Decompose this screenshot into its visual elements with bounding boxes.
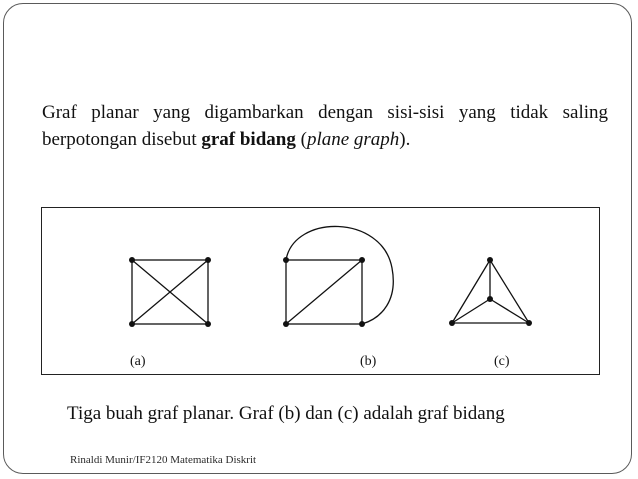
graph-b-vertex bbox=[283, 321, 289, 327]
graph-c-vertex bbox=[526, 320, 532, 326]
graph-b-vertex bbox=[283, 257, 289, 263]
figure-label-c: (c) bbox=[494, 354, 510, 369]
graph-figure-svg bbox=[42, 208, 599, 374]
figure-label-a: (a) bbox=[130, 354, 146, 369]
graph-c-center-edge-left bbox=[452, 299, 490, 323]
graph-a-vertex bbox=[205, 257, 211, 263]
graph-b-vertex bbox=[359, 257, 365, 263]
graph-b-diagonal bbox=[286, 260, 362, 324]
graph-c-vertex bbox=[487, 296, 493, 302]
italic-term-plane-graph: plane graph bbox=[306, 129, 400, 150]
bold-term-graf-bidang: graf bidang bbox=[201, 129, 296, 150]
graph-c-vertex bbox=[487, 257, 493, 263]
graph-c bbox=[452, 260, 529, 323]
slide bbox=[3, 3, 632, 474]
graph-a-vertex bbox=[129, 257, 135, 263]
graph-b-vertex bbox=[359, 321, 365, 327]
footer-author-course: Rinaldi Munir/IF2120 Matematika Diskrit bbox=[70, 454, 257, 466]
paragraph-text-middle: ( bbox=[295, 129, 307, 150]
graph-c-vertex bbox=[449, 320, 455, 326]
paragraph-text-after: ). bbox=[399, 129, 411, 150]
graph-b bbox=[286, 226, 393, 324]
graph-c-center-edge-right bbox=[490, 299, 529, 323]
figure-caption: Tiga buah graf planar. Graf (b) dan (c) adalah graf bidang bbox=[67, 403, 505, 424]
definition-paragraph bbox=[42, 99, 608, 153]
graph-a-vertex bbox=[205, 321, 211, 327]
graph-figure-box bbox=[41, 207, 600, 375]
figure-label-b: (b) bbox=[360, 354, 377, 369]
graph-b-outer-arc bbox=[286, 226, 393, 324]
paragraph-text-before: Graf planar yang digambarkan dengan sisi-sisi yang tidak saling berpotongan disebut bbox=[42, 102, 608, 150]
graph-a-vertex bbox=[129, 321, 135, 327]
graph-a bbox=[132, 260, 208, 324]
